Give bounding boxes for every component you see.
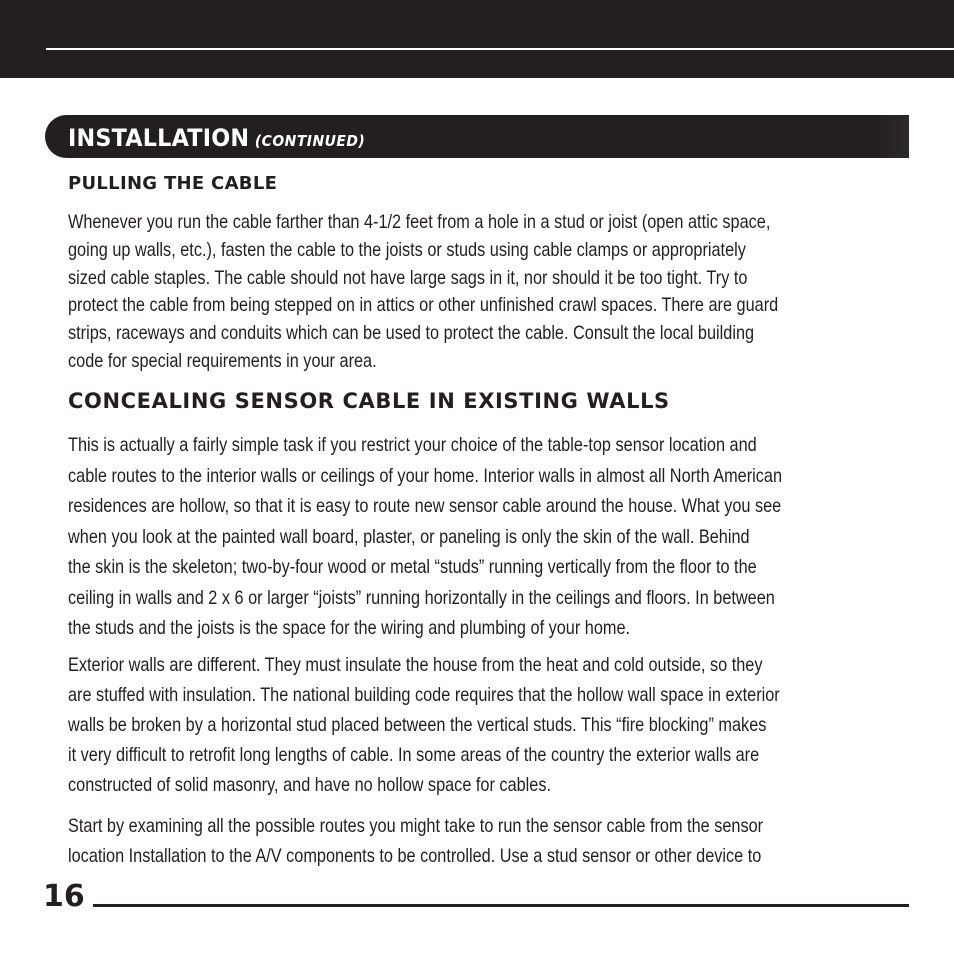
section-title-text: INSTALLATION xyxy=(68,124,250,152)
text-line: residences are hollow, so that it is easy to route new sensor cable around the house. What you see xyxy=(68,495,782,517)
text-line: when you look at the painted wall board, plaster, or paneling is only the skin of the wall. Behind xyxy=(68,525,750,548)
paragraph-exterior-walls xyxy=(68,650,918,800)
text-line: cable routes to the interior walls or ceilings of your home. Interior walls in almost all North American xyxy=(68,464,783,487)
footer-rule xyxy=(93,904,909,907)
text-line: going up walls, etc.), fasten the cable to the joists or studs using cable clamps or appropriately xyxy=(68,238,746,261)
section-title xyxy=(68,124,365,152)
paragraph-pulling-the-cable xyxy=(68,209,918,376)
text-line: code for special requirements in your area. xyxy=(68,349,377,372)
text-line: it very difficult to retrofit long lengths of cable. In some areas of the country the exterior walls are xyxy=(68,744,760,766)
text-line: Whenever you run the cable farther than 4-1/2 feet from a hole in a stud or joist (open attic space, xyxy=(68,211,771,233)
text-line: Exterior walls are different. They must insulate the house from the heat and cold outside, so they xyxy=(68,654,763,676)
text-line: walls be broken by a horizontal stud placed between the vertical studs. This “fire blocking” makes xyxy=(68,714,767,736)
top-header-band xyxy=(0,0,954,78)
paragraph-examining-routes xyxy=(68,811,918,871)
text-line: protect the cable from being stepped on in attics or other unfinished crawl spaces. There are guard xyxy=(68,294,779,317)
footer-rule-segment xyxy=(93,904,221,906)
heading-pulling-the-cable: PULLING THE CABLE xyxy=(68,173,278,194)
text-line: This is actually a fairly simple task if you restrict your choice of the table-top sensor location and xyxy=(68,434,757,456)
section-subtitle: (CONTINUED) xyxy=(254,132,366,150)
page-number: 16 xyxy=(43,879,85,914)
header-rule xyxy=(46,48,954,50)
text-line: ceiling in walls and 2 x 6 or larger “joists” running horizontally in the ceilings and floors. In between xyxy=(68,586,775,609)
paragraph-interior-walls xyxy=(68,430,918,644)
text-line: the studs and the joists is the space for the wiring and plumbing of your home. xyxy=(68,617,631,639)
text-line: Start by examining all the possible routes you might take to run the sensor cable from the sensor xyxy=(68,815,764,837)
text-line: strips, raceways and conduits which can be used to protect the cable. Consult the local building xyxy=(68,322,755,345)
heading-concealing-sensor-cable: CONCEALING SENSOR CABLE IN EXISTING WALLS xyxy=(68,389,670,413)
text-line: sized cable staples. The cable should not have large sags in it, nor should it be too tight. Try to xyxy=(68,266,748,289)
text-line: constructed of solid masonry, and have no hollow space for cables. xyxy=(68,774,552,796)
text-line: the skin is the skeleton; two-by-four wood or metal “studs” running vertically from the floor to the xyxy=(68,556,757,578)
text-line: are stuffed with insulation. The national building code requires that the hollow wall space in exterior xyxy=(68,684,780,706)
section-title-bar xyxy=(45,115,909,158)
text-line: location Installation to the A/V components to be controlled. Use a stud sensor or other device to xyxy=(68,845,762,867)
section-bar-end xyxy=(875,115,909,158)
